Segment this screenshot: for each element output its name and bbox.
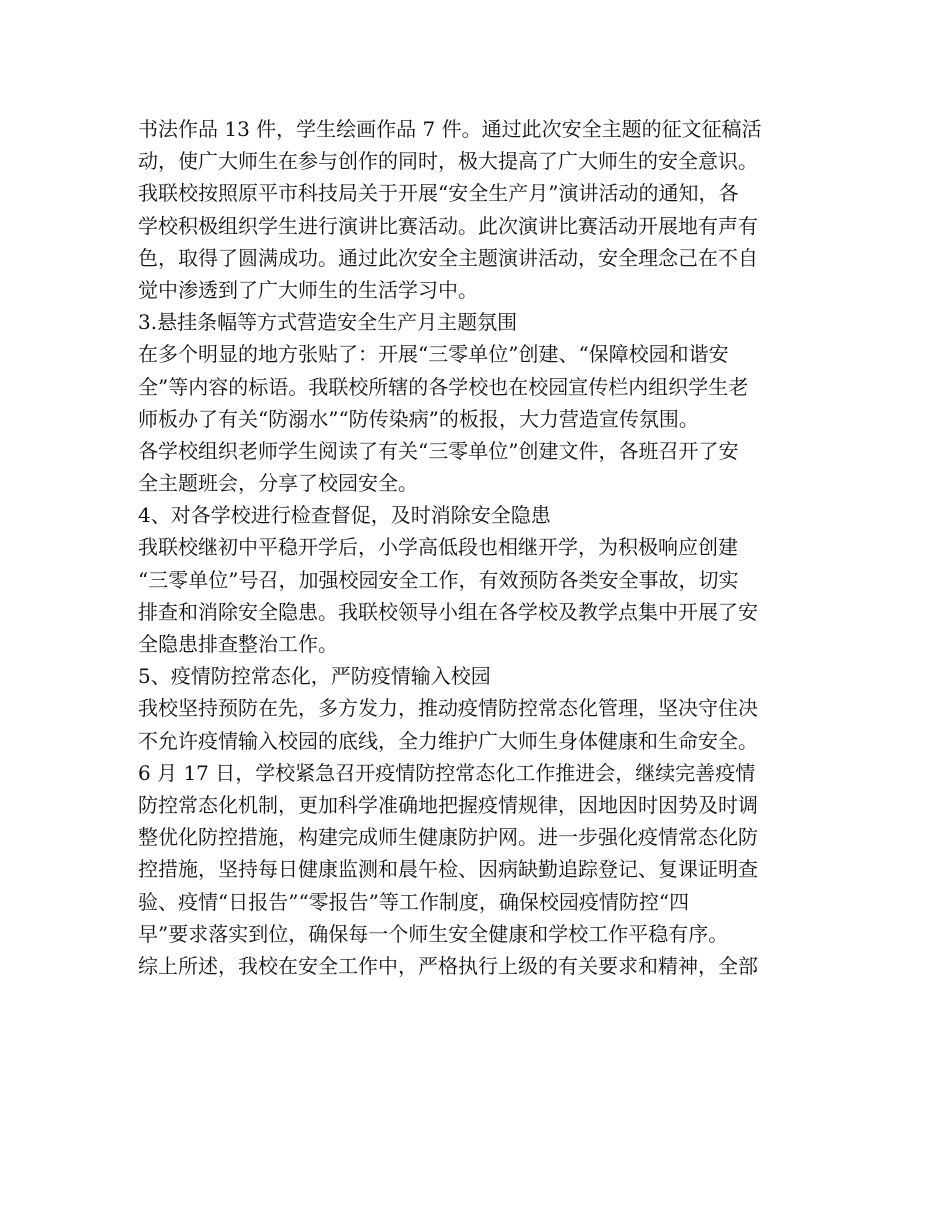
text-line: 不允许疫情输入校园的底线，全力维护广大师生身体健康和生命安全。 [138,728,758,753]
text-line: 6 月 17 日，学校紧急召开疫情防控常态化工作推进会，继续完善疫情 [138,760,756,785]
text-line: 我校坚持预防在先，多方发力，推动疫情防控常态化管理，坚决守住决 [138,696,758,721]
text-line: 书法作品 13 件，学生绘画作品 7 件。通过此次安全主题的征文征稿活 [138,117,762,141]
text-line: 我联校继初中平稳开学后，小学高低段也相继开学，为积极响应创建 [138,535,738,560]
text-line: 防控常态化机制，更加科学准确地把握疫情规律，因地因时因势及时调 [138,792,758,817]
text-line: 学校积极组织学生进行演讲比赛活动。此次演讲比赛活动开展地有声有 [138,213,758,238]
text-line: 师板办了有关“防溺水”“防传染病”的板报，大力营造宣传氛围。 [138,406,699,431]
text-line: 综上所述，我校在安全工作中，严格执行上级的有关要求和精神，全部 [138,953,758,978]
section-heading: 3.悬挂条幅等方式营造安全生产月主题氛围 [138,310,518,335]
document-body [138,113,838,982]
text-line: 早”要求落实到位，确保每一个师生安全健康和学校工作平稳有序。 [138,921,729,946]
text-line: 控措施，坚持每日健康监测和晨午检、因病缺勤追踪登记、复课证明查 [138,857,758,882]
text-line: 整优化防控措施，构建完成师生健康防护网。进一步强化疫情常态化防 [138,825,758,850]
text-line: 色，取得了圆满成功。通过此次安全主题演讲活动，安全理念己在不自 [138,245,758,270]
text-line: 在多个明显的地方张贴了：开展“三零单位”创建、“保障校园和谐安 [138,342,729,367]
text-line: “三零单位”号召，加强校园安全工作，有效预防各类安全事故，切实 [138,567,739,592]
text-line: 全隐患排查整治工作。 [138,632,338,656]
text-line: 动，使广大师生在参与创作的同时，极大提高了广大师生的安全意识。 [138,149,758,174]
text-line: 验、疫情“日报告”“零报告”等工作制度，确保校园疫情防控“四 [138,889,690,914]
text-line: 觉中渗透到了广大师生的生活学习中。 [138,277,478,302]
text-line: 各学校组织老师学生阅读了有关“三零单位”创建文件，各班召开了安 [138,438,739,463]
section-heading: 5、疫情防控常态化，严防疫情输入校园 [138,664,491,689]
section-heading: 4、对各学校进行检查督促，及时消除安全隐患 [138,503,551,528]
text-line: 我联校按照原平市科技局关于开展“安全生产月”演讲活动的通知，各 [138,181,739,206]
text-line: 排查和消除安全隐患。我联校领导小组在各学校及教学点集中开展了安 [138,599,758,624]
text-line: 全”等内容的标语。我联校所辖的各学校也在校园宣传栏内组织学生老 [138,374,749,399]
text-line: 全主题班会，分享了校园安全。 [138,471,418,496]
